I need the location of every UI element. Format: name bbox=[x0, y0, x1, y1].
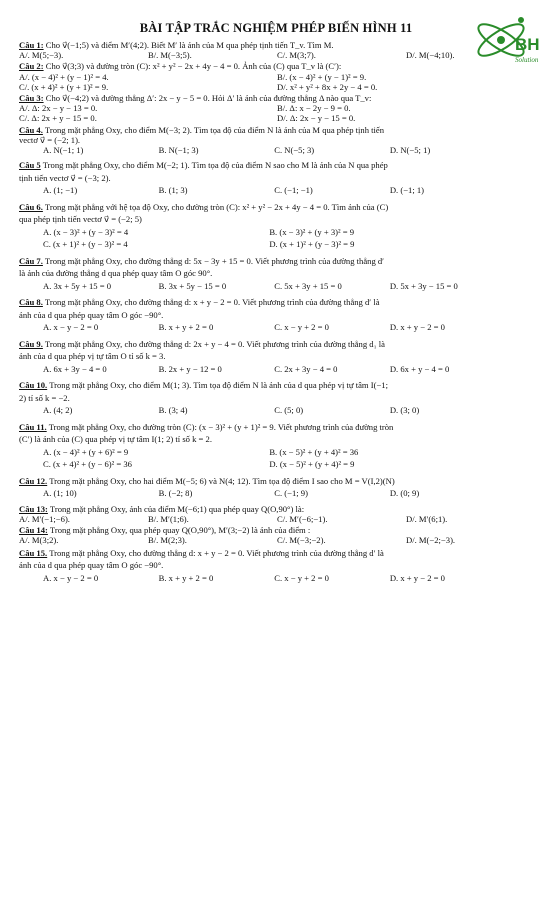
choice-b: B. 2x + y − 12 = 0 bbox=[158, 363, 222, 374]
choice-d: D. (0; 9) bbox=[389, 488, 420, 499]
choice-c: C/. M(−3;−2). bbox=[277, 535, 326, 546]
question-text: qua phép tịnh tiến vectơ v⃗ = (−2; 5) bbox=[19, 214, 142, 225]
question-15 bbox=[19, 547, 535, 585]
choice-b: B/. (x − 4)² + (y − 1)² = 9. bbox=[277, 71, 367, 82]
choice-c: C. (5; 0) bbox=[274, 405, 304, 416]
choice-a: A. (x − 3)² + (y − 3)² = 4 bbox=[43, 226, 129, 237]
question-text: (C′) là ảnh của (C) qua phép vị tự tâm I(1; 2) tỉ số k = 2. bbox=[19, 434, 213, 445]
choice-d: D/. M(−2;−3). bbox=[406, 535, 456, 546]
choice-c: C. N(−5; 3) bbox=[274, 145, 315, 156]
choice-a: A. (1; −1) bbox=[43, 185, 78, 196]
question-text: Trong mặt phẳng Oxy, cho đường thẳng d: x + y − 2 = 0. Viết phương trình của đường thẳng d′ là bbox=[49, 547, 384, 558]
question-text: Trong mặt phẳng với hệ tọa độ Oxy, cho đường tròn (C): x² + y² − 2x + 4y − 4 = 0. Tìm ảnh của (C) bbox=[44, 201, 389, 212]
choice-a: A/. M′(−1;−6). bbox=[19, 513, 70, 524]
choice-d: D. N(−5; 1) bbox=[389, 145, 431, 156]
choice-d: D. (x − 5)² + (y + 4)² = 9 bbox=[269, 459, 355, 470]
choice-a: A/. M(3;2). bbox=[19, 535, 59, 546]
question-number: Câu 12. bbox=[19, 475, 48, 486]
question-text: Trong mặt phẳng Oxy, cho đường thẳng d: 5x − 3y + 15 = 0. Viết phương trình của đường thẳng d′ bbox=[44, 255, 385, 266]
choice-b: B. (x − 3)² + (y + 3)² = 9 bbox=[269, 226, 354, 237]
choice-d: D/. x² + y² + 8x + 2y − 4 = 0. bbox=[277, 81, 378, 92]
choice-b: B/. M′(1;6). bbox=[148, 513, 189, 524]
choice-d: D. (x + 1)² + (y − 3)² = 9 bbox=[269, 239, 355, 250]
question-text: Trong mặt phẳng Oxy, cho đường tròn (C): (x − 3)² + (y + 1)² = 9. Viết phương trình của đường tròn bbox=[48, 421, 394, 432]
choice-a: A. (4; 2) bbox=[43, 405, 73, 416]
question-number: Câu 8. bbox=[19, 297, 43, 308]
choice-b: B. N(−1; 3) bbox=[158, 145, 199, 156]
question-1 bbox=[19, 40, 535, 60]
question-text: Trong mặt phẳng Oxy, qua phép quay Q(O,90°), M′(3;−2) là ảnh của điểm : bbox=[49, 525, 311, 536]
question-7 bbox=[19, 255, 535, 293]
question-number: Câu 7. bbox=[19, 255, 43, 266]
question-9 bbox=[19, 338, 535, 376]
choice-d: D. x + y − 2 = 0 bbox=[389, 322, 445, 333]
question-number: Câu 11. bbox=[19, 421, 47, 432]
choice-c: C. 2x + 3y − 4 = 0 bbox=[274, 363, 338, 374]
choice-c: C. (x + 1)² + (y − 3)² = 4 bbox=[43, 239, 128, 250]
question-text: Cho v⃗(−1;5) và điểm M′(4;2). Biết M′ là ảnh của M qua phép tịnh tiến T_v. Tìm M. bbox=[45, 40, 334, 50]
choice-d: D. 5x + 3y − 15 = 0 bbox=[389, 280, 458, 291]
choice-c: C/. M(3;7). bbox=[277, 50, 316, 61]
choice-a: A. 6x + 3y − 4 = 0 bbox=[43, 363, 107, 374]
choice-b: B/. M(−3;5). bbox=[148, 50, 192, 61]
question-number: Câu 14: bbox=[19, 525, 48, 536]
question-number: Câu 15. bbox=[19, 547, 48, 558]
choice-a: A/. (x − 4)² + (y − 1)² = 4. bbox=[19, 71, 109, 82]
question-number: Câu 4. bbox=[19, 124, 43, 135]
question-text: Trong mặt phẳng Oxy, cho điểm M(−2; 1). Tìm tọa độ của điểm N sao cho M là ảnh của N qua phép bbox=[42, 160, 388, 171]
choice-d: D. 6x + y − 4 = 0 bbox=[389, 363, 450, 374]
question-text: tịnh tiến vectơ v⃗ = (−3; 2). bbox=[19, 172, 111, 183]
choice-b: B. 3x + 5y − 15 = 0 bbox=[158, 280, 227, 291]
choice-c: C/. (x + 4)² + (y + 1)² = 9. bbox=[19, 81, 109, 92]
question-13 bbox=[19, 504, 535, 524]
choice-a: A. (x − 4)² + (y + 6)² = 9 bbox=[43, 446, 129, 457]
choice-c: C/. M′(−6;−1). bbox=[277, 513, 328, 524]
question-6 bbox=[19, 201, 535, 251]
choice-c: C. (−1; 9) bbox=[274, 488, 308, 499]
page-title: BÀI TẬP TRẮC NGHIỆM PHÉP BIẾN HÌNH 11 bbox=[139, 21, 413, 35]
question-text: Trong mặt phẳng Oxy, ảnh của điểm M(−6;1) qua phép quay Q(O,90°) là: bbox=[49, 503, 305, 514]
question-number: Câu 2: bbox=[19, 61, 44, 72]
question-number: Câu 5 bbox=[19, 160, 41, 171]
choice-c: C. (x + 4)² + (y − 6)² = 36 bbox=[43, 459, 132, 470]
question-text: Trong mặt phẳng Oxy, cho điểm M(1; 3). Tìm tọa độ điểm N là ảnh của d qua phép vị tự tâm I(−1; bbox=[49, 380, 388, 391]
choice-d: D. (−1; 1) bbox=[389, 185, 425, 196]
question-text: ảnh của d qua phép vị tự tâm O tỉ số k = 3. bbox=[19, 351, 166, 362]
choice-c: C. 5x + 3y + 15 = 0 bbox=[274, 280, 342, 291]
choice-a: A. x − y − 2 = 0 bbox=[43, 322, 99, 333]
choice-b: B. x + y + 2 = 0 bbox=[158, 572, 214, 583]
question-text: Trong mặt phẳng Oxy, cho đường thẳng d: x + y − 2 = 0. Viết phương trình của đường thẳng d′ là bbox=[44, 297, 380, 308]
choice-d: D. (3; 0) bbox=[389, 405, 420, 416]
logo-text: BH bbox=[515, 35, 540, 54]
choice-d: D/. Δ: 2x − y − 15 = 0. bbox=[277, 113, 356, 124]
choice-b: B. (x − 5)² + (y + 4)² = 36 bbox=[269, 446, 359, 457]
question-5 bbox=[19, 159, 535, 197]
question-11 bbox=[19, 421, 535, 471]
question-text: Trong mặt phẳng Oxy, cho đường thẳng d: 2x + y − 4 = 0. Viết phương trình của đường thẳng d₁ là bbox=[44, 338, 385, 349]
question-text: ảnh của d qua phép quay tâm O góc −90°. bbox=[19, 560, 164, 571]
choice-b: B/. M(2;3). bbox=[148, 535, 187, 546]
choice-a: A/. M(5;−3). bbox=[19, 50, 64, 61]
choice-b: B/. Δ: x − 2y − 9 = 0. bbox=[277, 103, 351, 114]
choice-c: C. x − y + 2 = 0 bbox=[274, 572, 329, 583]
question-text: Cho v⃗(−4;2) và đường thẳng Δ′: 2x − y − 5 = 0. Hỏi Δ′ là ảnh của đường thẳng Δ nào qua T_v: bbox=[45, 93, 372, 104]
choice-d: D/. M′(6;1). bbox=[406, 513, 448, 524]
question-text: Trong mặt phẳng Oxy, cho điểm M(−3; 2). Tìm tọa độ của điểm N là ảnh của M qua phép tịnh tiến bbox=[44, 124, 385, 135]
question-text: 2) tỉ số k = −2. bbox=[19, 392, 70, 403]
choice-c: C. (−1; −1) bbox=[274, 185, 313, 196]
question-3 bbox=[19, 93, 535, 124]
choice-a: A. x − y − 2 = 0 bbox=[43, 572, 99, 583]
question-14 bbox=[19, 525, 535, 545]
question-10 bbox=[19, 379, 535, 417]
choice-b: B. (−2; 8) bbox=[158, 488, 193, 499]
choice-c: C. x − y + 2 = 0 bbox=[274, 322, 329, 333]
question-2 bbox=[19, 61, 535, 92]
choice-b: B. (1; 3) bbox=[158, 185, 188, 196]
choice-a: A. (1; 10) bbox=[43, 488, 77, 499]
question-text: là ảnh của đường thẳng d qua phép quay tâm O góc 90°. bbox=[19, 268, 213, 279]
question-number: Câu 6. bbox=[19, 201, 43, 212]
choice-d: D. x + y − 2 = 0 bbox=[389, 572, 445, 583]
choice-a: A. 3x + 5y + 15 = 0 bbox=[43, 280, 112, 291]
question-8 bbox=[19, 296, 535, 334]
question-text: Cho v⃗(3;3) và đường tròn (C): x² + y² − 2x + 4y − 4 = 0. Ảnh của (C) qua T_v là (C′): bbox=[45, 61, 342, 72]
question-text: vectơ v⃗ = (−2; 1). bbox=[19, 134, 81, 145]
question-text: ảnh của d qua phép quay tâm O góc −90°. bbox=[19, 309, 164, 320]
choice-d: D/. M(−4;10). bbox=[406, 50, 455, 61]
question-number: Câu 9. bbox=[19, 338, 43, 349]
question-4 bbox=[19, 125, 535, 156]
question-number: Câu 13: bbox=[19, 503, 48, 514]
choice-c: C/. Δ: 2x + y − 15 = 0. bbox=[19, 113, 97, 124]
question-number: Câu 1: bbox=[19, 40, 44, 50]
question-12 bbox=[19, 475, 535, 500]
choice-b: B. x + y + 2 = 0 bbox=[158, 322, 214, 333]
question-text: Trong mặt phẳng Oxy, cho hai điểm M(−5; 6) và N(4; 12). Tìm tọa độ điểm I sao cho M = V(I,2)(N) bbox=[49, 475, 395, 486]
choice-a: A. N(−1; 1) bbox=[43, 145, 84, 156]
question-list bbox=[19, 40, 535, 585]
question-number: Câu 3: bbox=[19, 93, 44, 104]
choice-b: B. (3; 4) bbox=[158, 405, 188, 416]
question-number: Câu 10. bbox=[19, 380, 48, 391]
choice-a: A/. Δ: 2x − y − 13 = 0. bbox=[19, 103, 98, 114]
logo-subtext: Solution bbox=[515, 56, 539, 64]
